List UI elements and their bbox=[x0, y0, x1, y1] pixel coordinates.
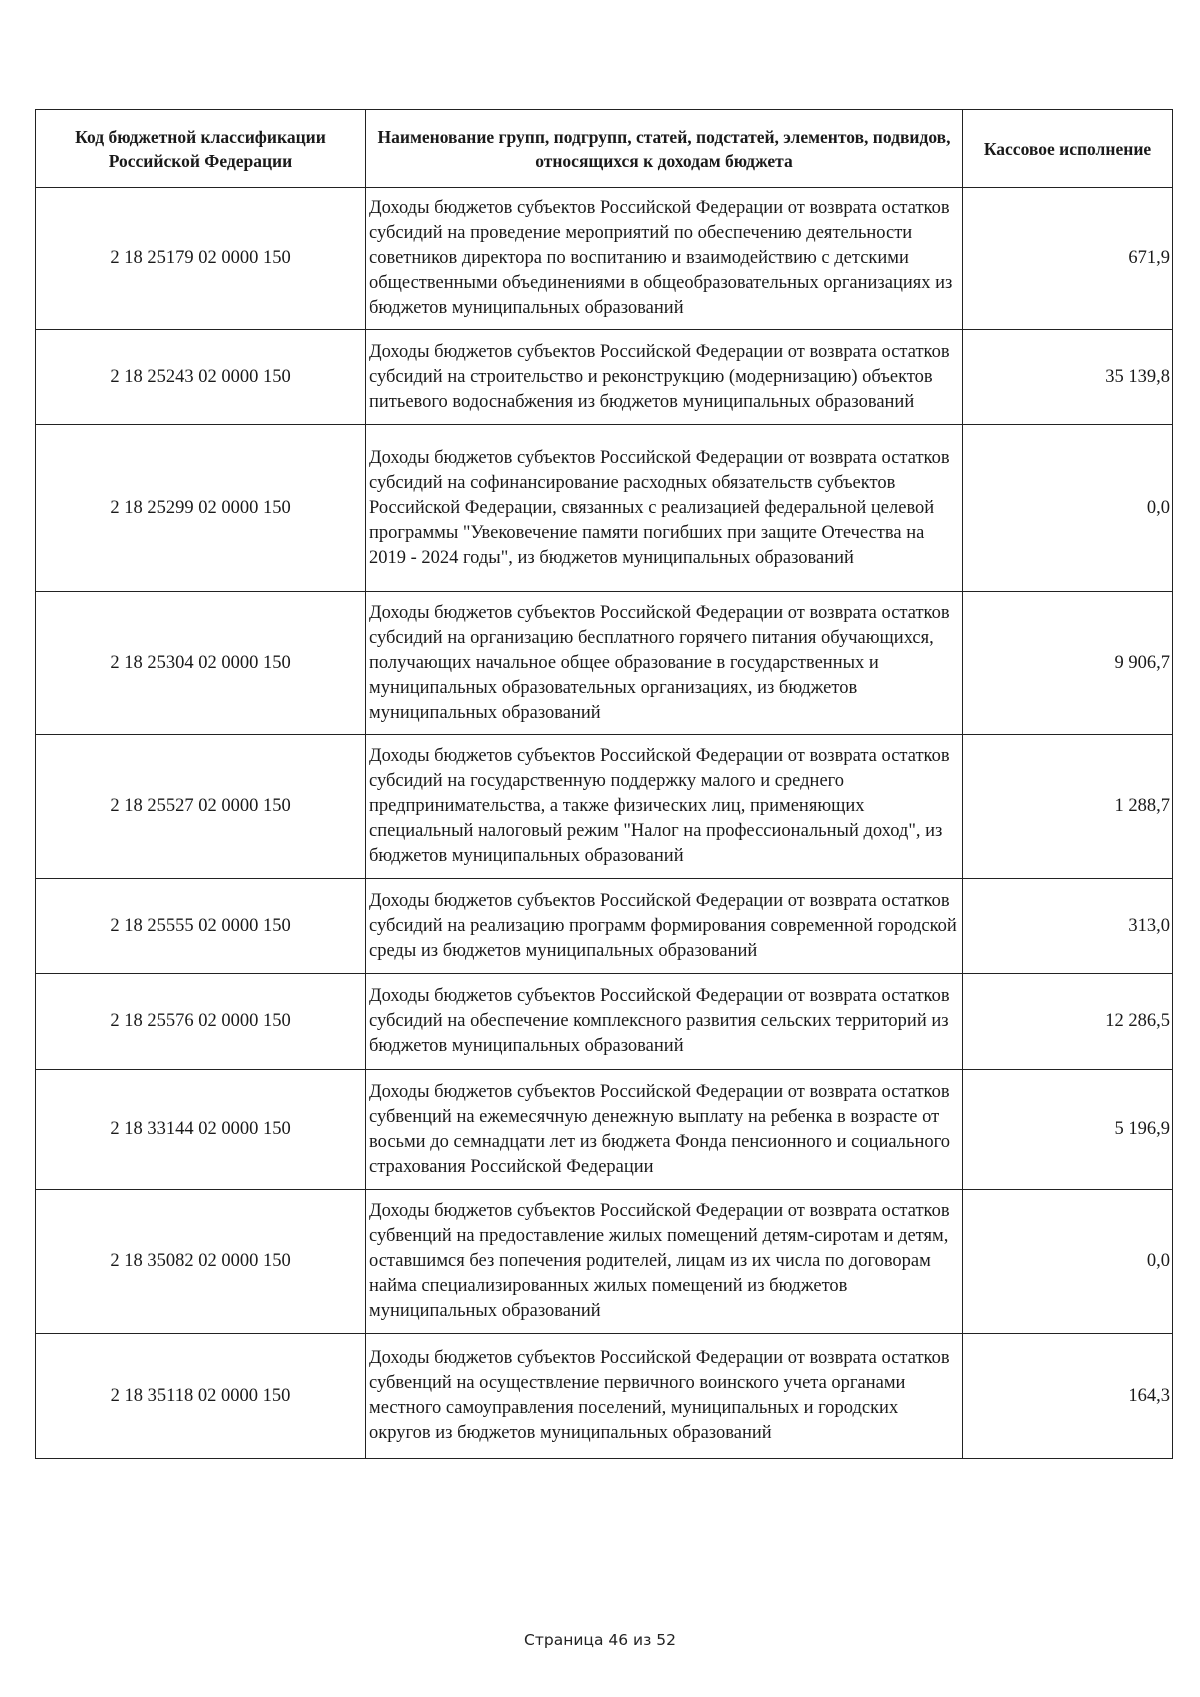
row-code: 2 18 25243 02 0000 150 bbox=[36, 330, 366, 425]
table-body bbox=[36, 188, 1173, 1459]
row-name: Доходы бюджетов субъектов Российской Федерации от возврата остатков субсидий на строительство и реконструкцию (модернизацию) объектов питьевого водоснабжения из бюджетов муниципальных образований bbox=[366, 330, 963, 425]
row-amount: 313,0 bbox=[963, 879, 1173, 974]
budget-revenue-table bbox=[35, 109, 1173, 1459]
table-row bbox=[36, 1190, 1173, 1334]
row-code: 2 18 35118 02 0000 150 bbox=[36, 1334, 366, 1459]
row-name: Доходы бюджетов субъектов Российской Федерации от возврата остатков субсидий на государственную поддержку малого и среднего предпринимательства, а также физических лиц, применяющих специальный налоговый режим "Налог на профессиональный доход", из бюджетов муниципальных образований bbox=[366, 735, 963, 879]
row-amount: 1 288,7 bbox=[963, 735, 1173, 879]
table-row bbox=[36, 735, 1173, 879]
row-amount: 9 906,7 bbox=[963, 592, 1173, 735]
table-row bbox=[36, 1070, 1173, 1190]
page-number: Страница 46 из 52 bbox=[524, 1631, 676, 1649]
row-amount: 0,0 bbox=[963, 425, 1173, 592]
row-amount: 35 139,8 bbox=[963, 330, 1173, 425]
table-header bbox=[36, 110, 1173, 188]
row-amount: 164,3 bbox=[963, 1334, 1173, 1459]
table-row bbox=[36, 425, 1173, 592]
row-amount: 0,0 bbox=[963, 1190, 1173, 1334]
header-name: Наименование групп, подгрупп, статей, подстатей, элементов, подвидов, относящихся к доходам бюджета bbox=[366, 110, 963, 188]
row-code: 2 18 35082 02 0000 150 bbox=[36, 1190, 366, 1334]
table-row bbox=[36, 974, 1173, 1070]
row-name: Доходы бюджетов субъектов Российской Федерации от возврата остатков субвенций на осуществление первичного воинского учета органами местного самоуправления поселений, муниципальных и городских округов из бюджетов муниципальных образований bbox=[366, 1334, 963, 1459]
header-row bbox=[36, 110, 1173, 188]
row-name: Доходы бюджетов субъектов Российской Федерации от возврата остатков субвенций на ежемесячную денежную выплату на ребенка в возрасте от восьми до семнадцати лет из бюджета Фонда пенсионного и социального страхования Российской Федерации bbox=[366, 1070, 963, 1190]
row-code: 2 18 25576 02 0000 150 bbox=[36, 974, 366, 1070]
row-name: Доходы бюджетов субъектов Российской Федерации от возврата остатков субсидий на софинансирование расходных обязательств субъектов Российской Федерации, связанных с реализацией федеральной целевой программы "Увековечение памяти погибших при защите Отечества на 2019 - 2024 годы", из бюджетов муниципальных образований bbox=[366, 425, 963, 592]
row-name: Доходы бюджетов субъектов Российской Федерации от возврата остатков субсидий на организацию бесплатного горячего питания обучающихся, получающих начальное общее образование в государственных и муниципальных образовательных организациях, из бюджетов муниципальных образований bbox=[366, 592, 963, 735]
row-name: Доходы бюджетов субъектов Российской Федерации от возврата остатков субсидий на проведение мероприятий по обеспечению деятельности советников директора по воспитанию и взаимодействию с детскими общественными объединениями в общеобразовательных организациях из бюджетов муниципальных образований bbox=[366, 188, 963, 330]
row-name: Доходы бюджетов субъектов Российской Федерации от возврата остатков субсидий на реализацию программ формирования современной городской среды из бюджетов муниципальных образований bbox=[366, 879, 963, 974]
row-code: 2 18 25527 02 0000 150 bbox=[36, 735, 366, 879]
table-row bbox=[36, 188, 1173, 330]
row-amount: 671,9 bbox=[963, 188, 1173, 330]
row-code: 2 18 25555 02 0000 150 bbox=[36, 879, 366, 974]
row-code: 2 18 25179 02 0000 150 bbox=[36, 188, 366, 330]
table-row bbox=[36, 330, 1173, 425]
table-row bbox=[36, 592, 1173, 735]
row-name: Доходы бюджетов субъектов Российской Федерации от возврата остатков субсидий на обеспечение комплексного развития сельских территорий из бюджетов муниципальных образований bbox=[366, 974, 963, 1070]
row-code: 2 18 25304 02 0000 150 bbox=[36, 592, 366, 735]
row-code: 2 18 25299 02 0000 150 bbox=[36, 425, 366, 592]
table-row bbox=[36, 1334, 1173, 1459]
table-row bbox=[36, 879, 1173, 974]
row-name: Доходы бюджетов субъектов Российской Федерации от возврата остатков субвенций на предоставление жилых помещений детям-сиротам и детям, оставшимся без попечения родителей, лицам из их числа по договорам найма специализированных жилых помещений из бюджетов муниципальных образований bbox=[366, 1190, 963, 1334]
header-code: Код бюджетной классификации Российской Федерации bbox=[36, 110, 366, 188]
row-code: 2 18 33144 02 0000 150 bbox=[36, 1070, 366, 1190]
row-amount: 12 286,5 bbox=[963, 974, 1173, 1070]
row-amount: 5 196,9 bbox=[963, 1070, 1173, 1190]
header-amount: Кассовое исполнение bbox=[963, 110, 1173, 188]
